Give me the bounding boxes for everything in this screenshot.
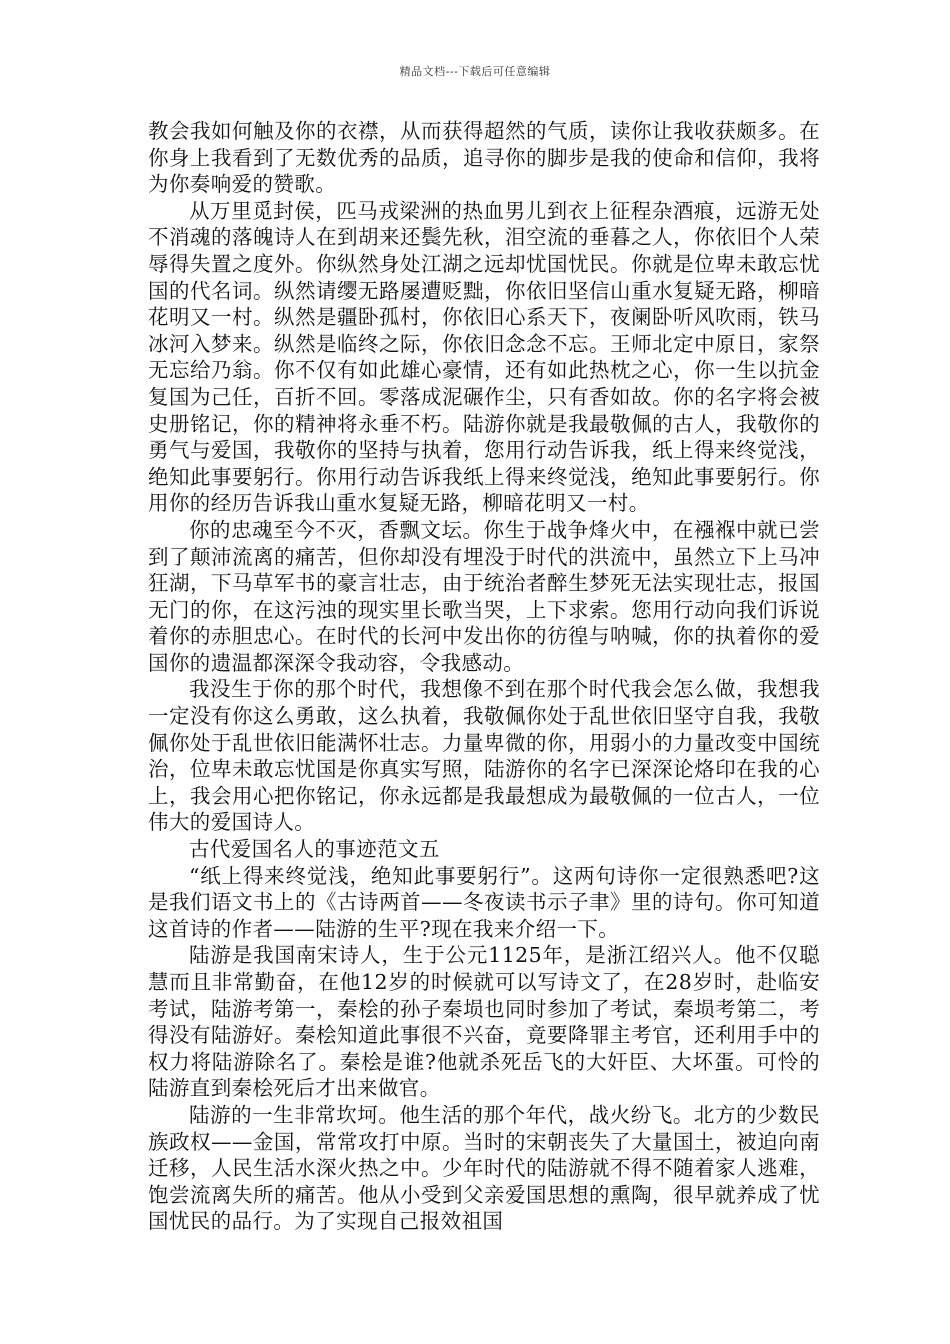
paragraph: 我没生于你的那个时代，我想像不到在那个时代我会怎么做，我想我一定没有你这么勇敢，这么执着，我敬佩你处于乱世依旧坚守自我，我敬佩你处于乱世依旧能满怀壮志。力量卑微的你，用弱小的力量改变中国统治，位卑未敢忘忧国是你真实写照，陆游你的名字已深深论烙印在我的心上，我会用心把你铭记，你永远都是我最想成为最敬佩的一位古人，一位伟大的爱国诗人。 [148, 677, 820, 835]
document-body [148, 118, 820, 1235]
paragraph: 你的忠魂至今不灭，香飘文坛。你生于战争烽火中，在襁褓中就已尝到了颠沛流离的痛苦，但你却没有埋没于时代的洪流中，虽然立下上马冲狂湖，下马草军书的豪言壮志，由于统治者醉生梦死无法实现壮志，报国无门的你，在这污浊的现实里长歌当哭，上下求索。您用行动向我们诉说着你的赤胆忠心。在时代的长河中发出你的彷徨与呐喊，你的执着你的爱国你的遗温都深深令我动容，令我感动。 [148, 517, 820, 675]
paragraph: “纸上得来终觉浅，绝知此事要躬行”。这两句诗你一定很熟悉吧?这是我们语文书上的《古诗两首——冬夜读书示子聿》里的诗句。你可知道这首诗的作者——陆游的生平?现在我来介绍一下。 [148, 863, 820, 941]
paragraph: 教会我如何触及你的衣襟，从而获得超然的气质，读你让我收获颇多。在你身上我看到了无数优秀的品质，追寻你的脚步是我的使命和信仰，我将为你奏响爱的赞歌。 [148, 119, 820, 197]
page-header: 精品文档---下载后可任意编辑 [399, 65, 551, 78]
paragraph: 从万里觅封侯，匹马戎梁洲的热血男儿到衣上征程杂酒痕，远游无处不消魂的落魄诗人在到胡来还鬓先秋，泪空流的垂暮之人，你依旧个人荣辱得失置之度外。你纵然身处江湖之远却忧国忧民。你就是位卑未敢忘忧国的代名词。纵然请缨无路屡遭贬黜，你依旧坚信山重水复疑无路，柳暗花明又一村。纵然是疆卧孤村，你依旧心系天下，夜阑卧听风吹雨，铁马冰河入梦来。纵然是临终之际，你依旧念念不忘。王师北定中原日，家祭无忘给乃翁。你不仅有如此雄心豪情，还有如此热枕之心，你一生以抗金复国为己任，百折不回。零落成泥碾作尘，只有香如故。你的名字将会被史册铭记，你的精神将永垂不朽。陆游你就是我最敬佩的古人，我敬你的勇气与爱国，我敬你的坚持与执着，您用行动告诉我，纸上得来终觉浅，绝知此事要躬行。你用行动告诉我纸上得来终觉浅，绝知此事要躬行。你用你的经历告诉我山重水复疑无路，柳暗花明又一村。 [148, 198, 820, 516]
paragraph: 陆游的一生非常坎坷。他生活的那个年代，战火纷飞。北方的少数民族政权——金国，常常攻打中原。当时的宋朝丧失了大量国土，被迫向南迁移，人民生活水深火热之中。少年时代的陆游就不得不随着家人逃难，饱尝流离失所的痛苦。他从小受到父亲爱国思想的熏陶，很早就养成了忧国忧民的品行。为了实现自己报效祖国 [148, 1102, 820, 1234]
section-heading: 古代爱国名人的事迹范文五 [189, 837, 440, 862]
paragraph: 陆游是我国南宋诗人，生于公元1125年，是浙江绍兴人。他不仅聪慧而且非常勤奋，在他12岁的时候就可以写诗文了，在28岁时，赴临安考试，陆游考第一，秦桧的孙子秦埙也同时参加了考试，秦埙考第二，考得没有陆游好。秦桧知道此事很不兴奋，竟要降罪主考官，还利用手中的权力将陆游除名了。秦桧是谁?他就杀死岳飞的大奸臣、大坏蛋。可怜的陆游直到秦桧死后才出来做官。 [148, 943, 820, 1101]
